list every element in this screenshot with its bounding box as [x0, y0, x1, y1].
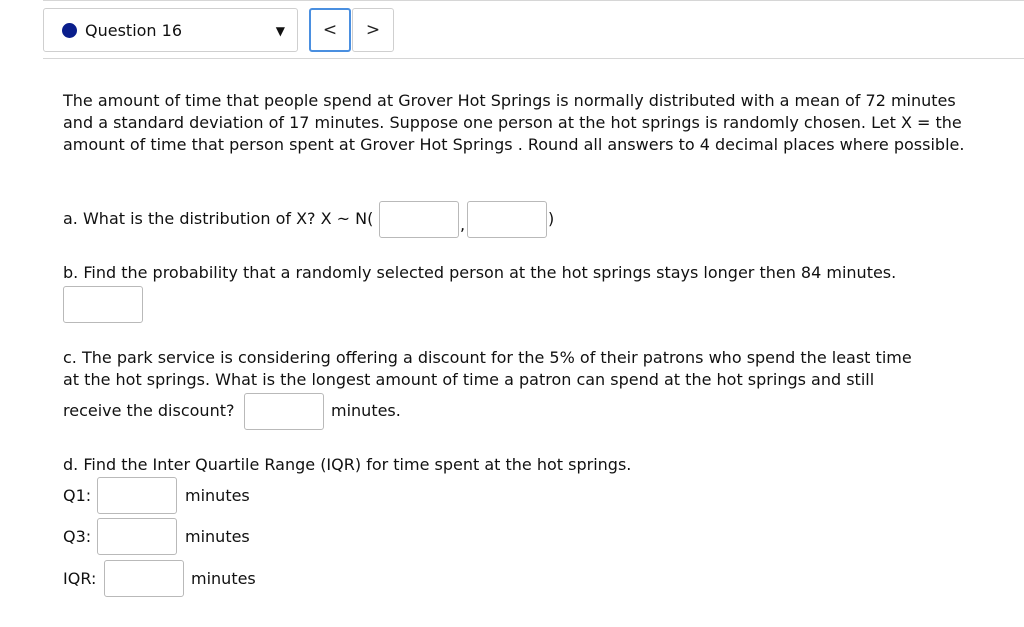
- header-divider: [43, 58, 1024, 59]
- part-c-line3: receive the discount?: [63, 401, 235, 420]
- part-a-prompt: a. What is the distribution of X? X ~ N(: [63, 209, 374, 228]
- next-question-button[interactable]: >: [352, 8, 394, 52]
- iqr-label: IQR:: [63, 569, 97, 588]
- iqr-unit: minutes: [191, 569, 256, 588]
- question-selector[interactable]: [43, 8, 298, 52]
- discount-time-input[interactable]: [244, 393, 324, 430]
- part-a-comma: ,: [460, 215, 466, 234]
- previous-question-button[interactable]: <: [309, 8, 351, 52]
- standard-deviation-input[interactable]: [467, 201, 547, 238]
- iqr-input[interactable]: [104, 560, 184, 597]
- q1-unit: minutes: [185, 486, 250, 505]
- problem-intro: The amount of time that people spend at Grover Hot Springs is normally distributed with a mean of 72 minutes and a standard deviation of 17 minutes. Suppose one person at the hot springs is randomly chosen. Let X = the amount of time that person spent at Grover Hot Springs . Round all answers to 4 decimal places where possible.: [63, 91, 965, 154]
- q3-input[interactable]: [97, 518, 177, 555]
- part-c-line2: at the hot springs. What is the longest amount of time a patron can spend at the hot springs and still: [63, 370, 875, 389]
- status-dot-icon: [62, 23, 77, 38]
- q3-label: Q3:: [63, 527, 92, 546]
- q3-unit: minutes: [185, 527, 250, 546]
- part-d-prompt: d. Find the Inter Quartile Range (IQR) for time spent at the hot springs.: [63, 455, 632, 474]
- part-a-close-paren: ): [548, 209, 555, 228]
- dropdown-caret-icon: ▼: [275, 24, 285, 38]
- top-divider: [43, 0, 1024, 1]
- mean-input[interactable]: [379, 201, 459, 238]
- q1-input[interactable]: [97, 477, 177, 514]
- part-c-unit: minutes.: [331, 401, 401, 420]
- part-b-prompt: b. Find the probability that a randomly selected person at the hot springs stays longer then 84 minutes.: [63, 263, 897, 282]
- question-label: Question 16: [85, 21, 183, 40]
- q1-label: Q1:: [63, 486, 92, 505]
- part-c-line1: c. The park service is considering offering a discount for the 5% of their patrons who spend the least time: [63, 348, 912, 367]
- probability-input[interactable]: [63, 286, 143, 323]
